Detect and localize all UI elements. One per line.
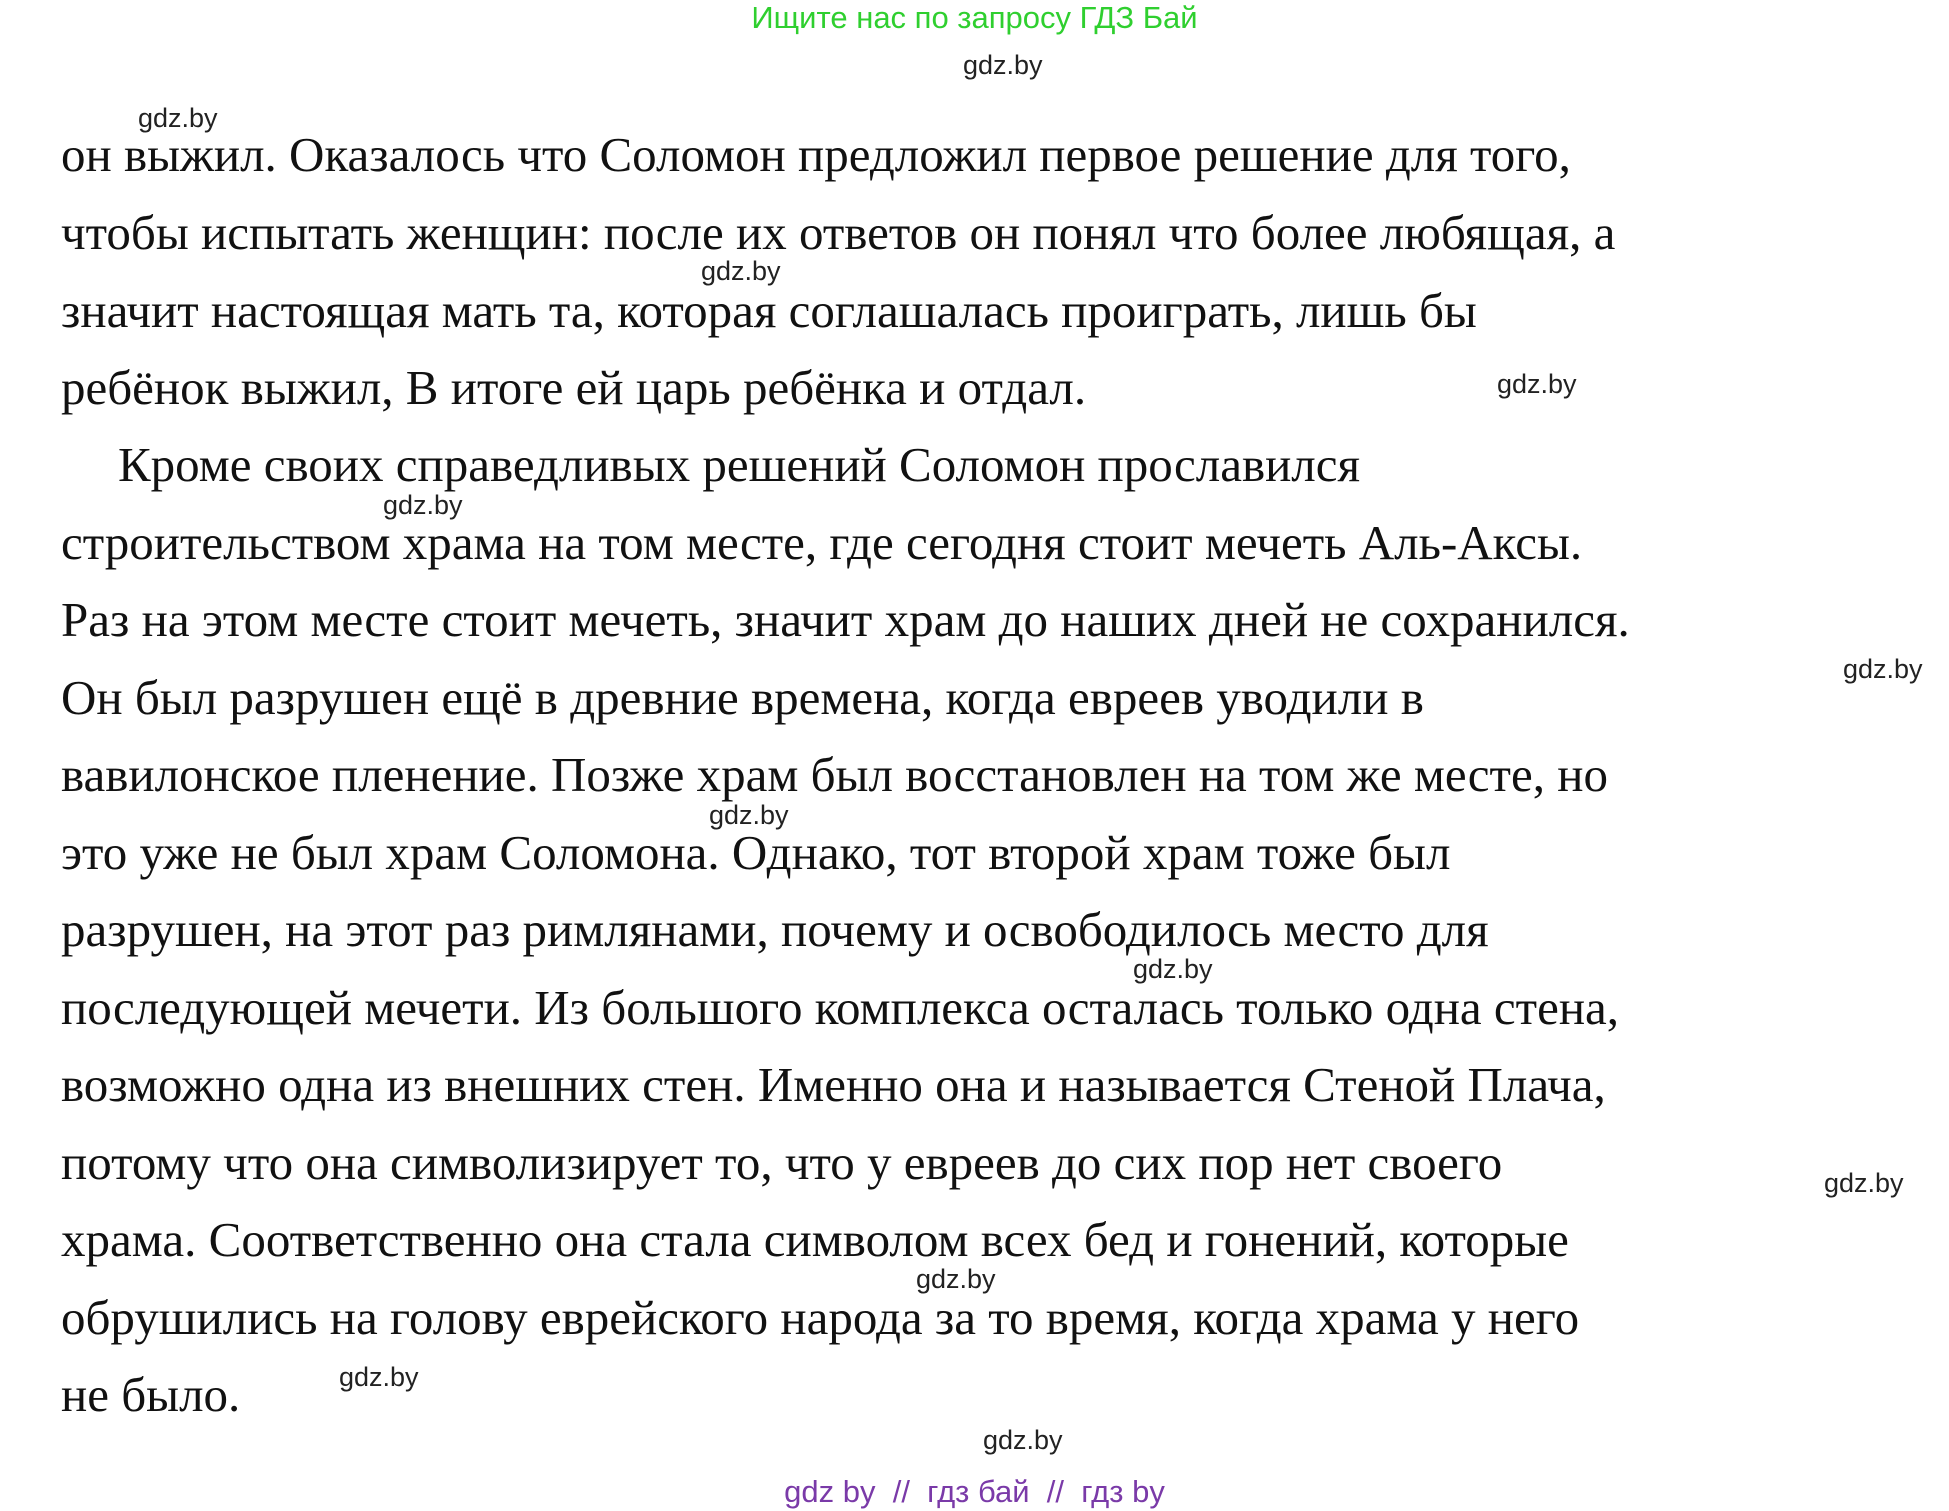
watermark: gdz.by xyxy=(1824,1168,1904,1198)
text-line: значит настоящая мать та, которая соглашалась проиграть, лишь бы xyxy=(61,283,1477,338)
watermark: gdz.by xyxy=(339,1362,419,1392)
text-line: чтобы испытать женщин: после их ответов он понял что более любящая, а xyxy=(61,205,1616,260)
text-line: последующей мечети. Из большого комплекса осталась только одна стена, xyxy=(61,980,1620,1035)
text-line: Раз на этом месте стоит мечеть, значит храм до наших дней не сохранился. xyxy=(61,592,1630,647)
text-line: Он был разрушен ещё в древние времена, когда евреев уводили в xyxy=(61,670,1424,725)
text-line: ребёнок выжил, В итоге ей царь ребёнка и отдал. xyxy=(61,360,1087,415)
watermark: gdz.by xyxy=(709,800,789,830)
text-line: храма. Соответственно она стала символом всех бед и гонений, которые xyxy=(61,1212,1569,1267)
watermark: gdz.by xyxy=(701,256,781,286)
text-line: вавилонское пленение. Позже храм был восстановлен на том же месте, но xyxy=(61,747,1608,802)
watermark: gdz.by xyxy=(916,1264,996,1294)
watermark: gdz.by xyxy=(1497,369,1577,399)
text-line: потому что она символизирует то, что у евреев до сих пор нет своего xyxy=(61,1135,1503,1190)
search-hint[interactable]: Ищите нас по запросу ГДЗ Бай xyxy=(751,0,1198,35)
text-line: это уже не был храм Соломона. Однако, тот второй храм тоже был xyxy=(61,825,1451,880)
watermark: gdz.by xyxy=(963,50,1043,80)
watermark: gdz.by xyxy=(138,103,218,133)
watermark: gdz.by xyxy=(983,1425,1063,1455)
watermark: gdz.by xyxy=(1843,654,1923,684)
text-line: разрушен, на этот раз римлянами, почему и освободилось место для xyxy=(61,902,1489,957)
text-line: Кроме своих справедливых решений Соломон прославился xyxy=(118,437,1361,492)
text-line: возможно одна из внешних стен. Именно она и называется Стеной Плача, xyxy=(61,1057,1606,1112)
footer-links[interactable]: gdz by // гдз бай // гдз by xyxy=(784,1474,1165,1509)
text-line: не было. xyxy=(61,1367,241,1422)
text-line: строительством храма на том месте, где сегодня стоит мечеть Аль-Аксы. xyxy=(61,515,1583,570)
text-line: обрушились на голову еврейского народа за то время, когда храма у него xyxy=(61,1290,1580,1345)
watermark: gdz.by xyxy=(1133,954,1213,984)
watermark: gdz.by xyxy=(383,490,463,520)
text-line: он выжил. Оказалось что Соломон предложил первое решение для того, xyxy=(61,127,1571,182)
